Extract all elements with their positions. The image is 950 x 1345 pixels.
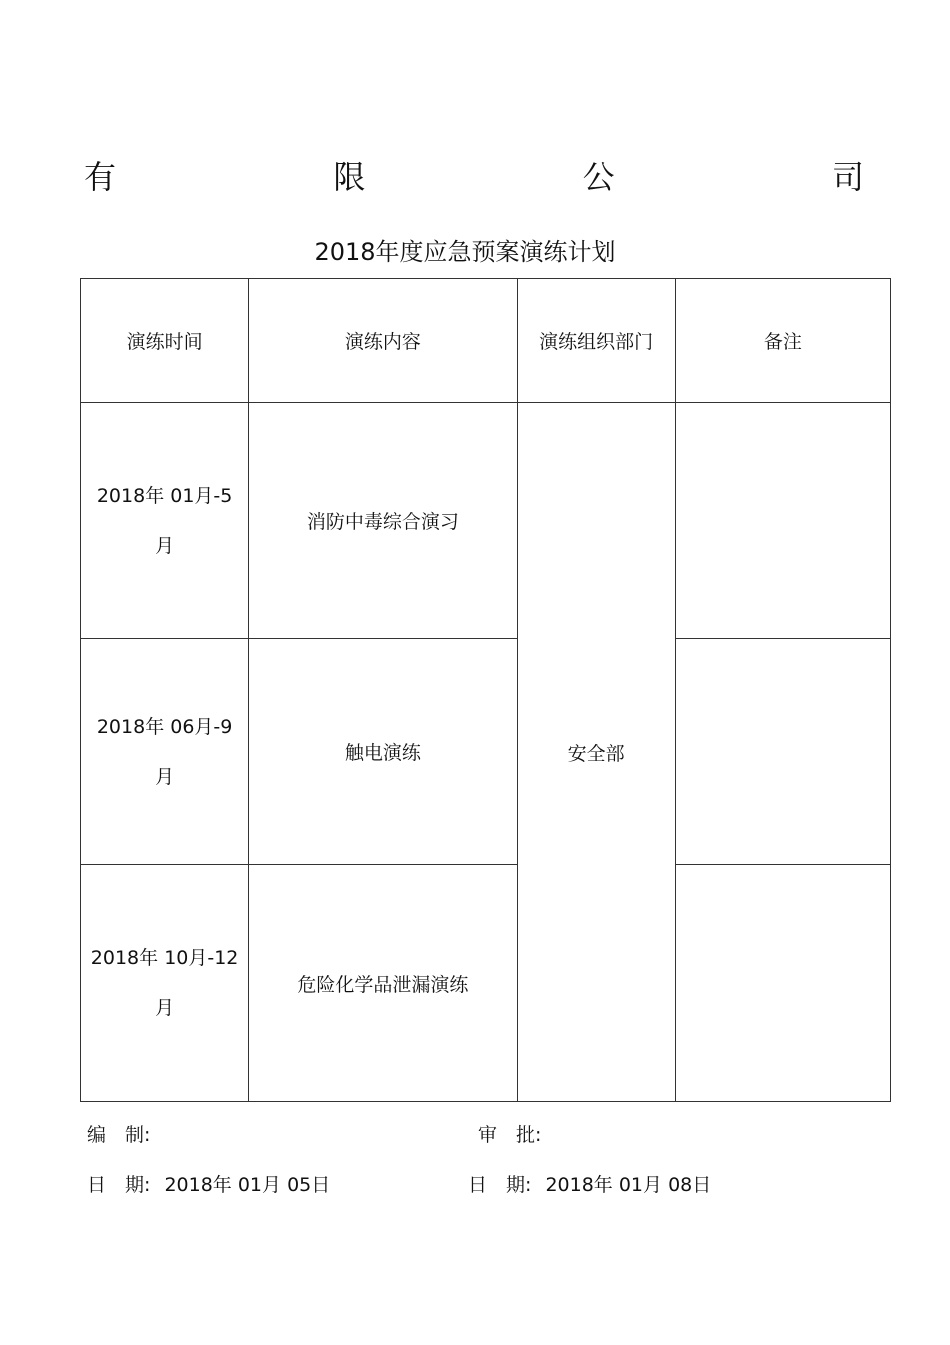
header-organizing-department: 演练组织部门 [517, 279, 675, 403]
date-value-right: 2018年 01月 08日 [545, 1174, 712, 1196]
remarks-cell [675, 639, 890, 865]
header-drill-content: 演练内容 [249, 279, 517, 403]
remarks-cell [675, 865, 890, 1102]
table-header-row [81, 279, 891, 403]
date-value-left: 2018年 01月 05日 [164, 1174, 331, 1196]
compiled-by [87, 1120, 150, 1147]
company-name [84, 150, 864, 200]
approved-label: 审 批: [478, 1124, 542, 1146]
drill-time-cell [81, 403, 249, 639]
department-cell: 安全部 [517, 403, 675, 1102]
compiled-label: 编 制: [87, 1124, 151, 1146]
remarks-cell [675, 403, 890, 639]
drill-time-line1: 2018年 01月-5 [96, 484, 233, 507]
header-drill-time: 演练时间 [81, 279, 249, 403]
compile-date [87, 1170, 330, 1197]
company-char-4: 司 [831, 158, 864, 196]
drill-time-line2: 月 [155, 765, 175, 788]
drill-plan-table [80, 278, 891, 1102]
header-remarks: 备注 [675, 279, 890, 403]
plan-title: 2018年度应急预案演练计划 [314, 238, 616, 266]
drill-time-line1: 2018年 10月-12 [90, 947, 239, 969]
table-row [81, 865, 891, 1102]
table-row [81, 403, 891, 639]
company-char-1: 有 [84, 158, 117, 196]
drill-time-cell [81, 639, 249, 865]
approved-by [478, 1120, 541, 1147]
drill-content-cell: 触电演练 [249, 639, 517, 865]
drill-time-line2: 月 [155, 534, 175, 557]
approve-date [468, 1170, 711, 1197]
company-char-3: 公 [582, 158, 615, 196]
company-char-2: 限 [333, 158, 366, 196]
drill-content-cell: 消防中毒综合演习 [249, 403, 517, 639]
drill-time-cell [81, 865, 249, 1102]
table-row [81, 639, 891, 865]
date-label-left: 日 期: [87, 1174, 151, 1196]
date-label-right: 日 期: [468, 1174, 532, 1196]
drill-content-cell: 危险化学品泄漏演练 [249, 865, 517, 1102]
drill-time-line1: 2018年 06月-9 [96, 715, 233, 738]
drill-time-line2: 月 [155, 997, 175, 1019]
